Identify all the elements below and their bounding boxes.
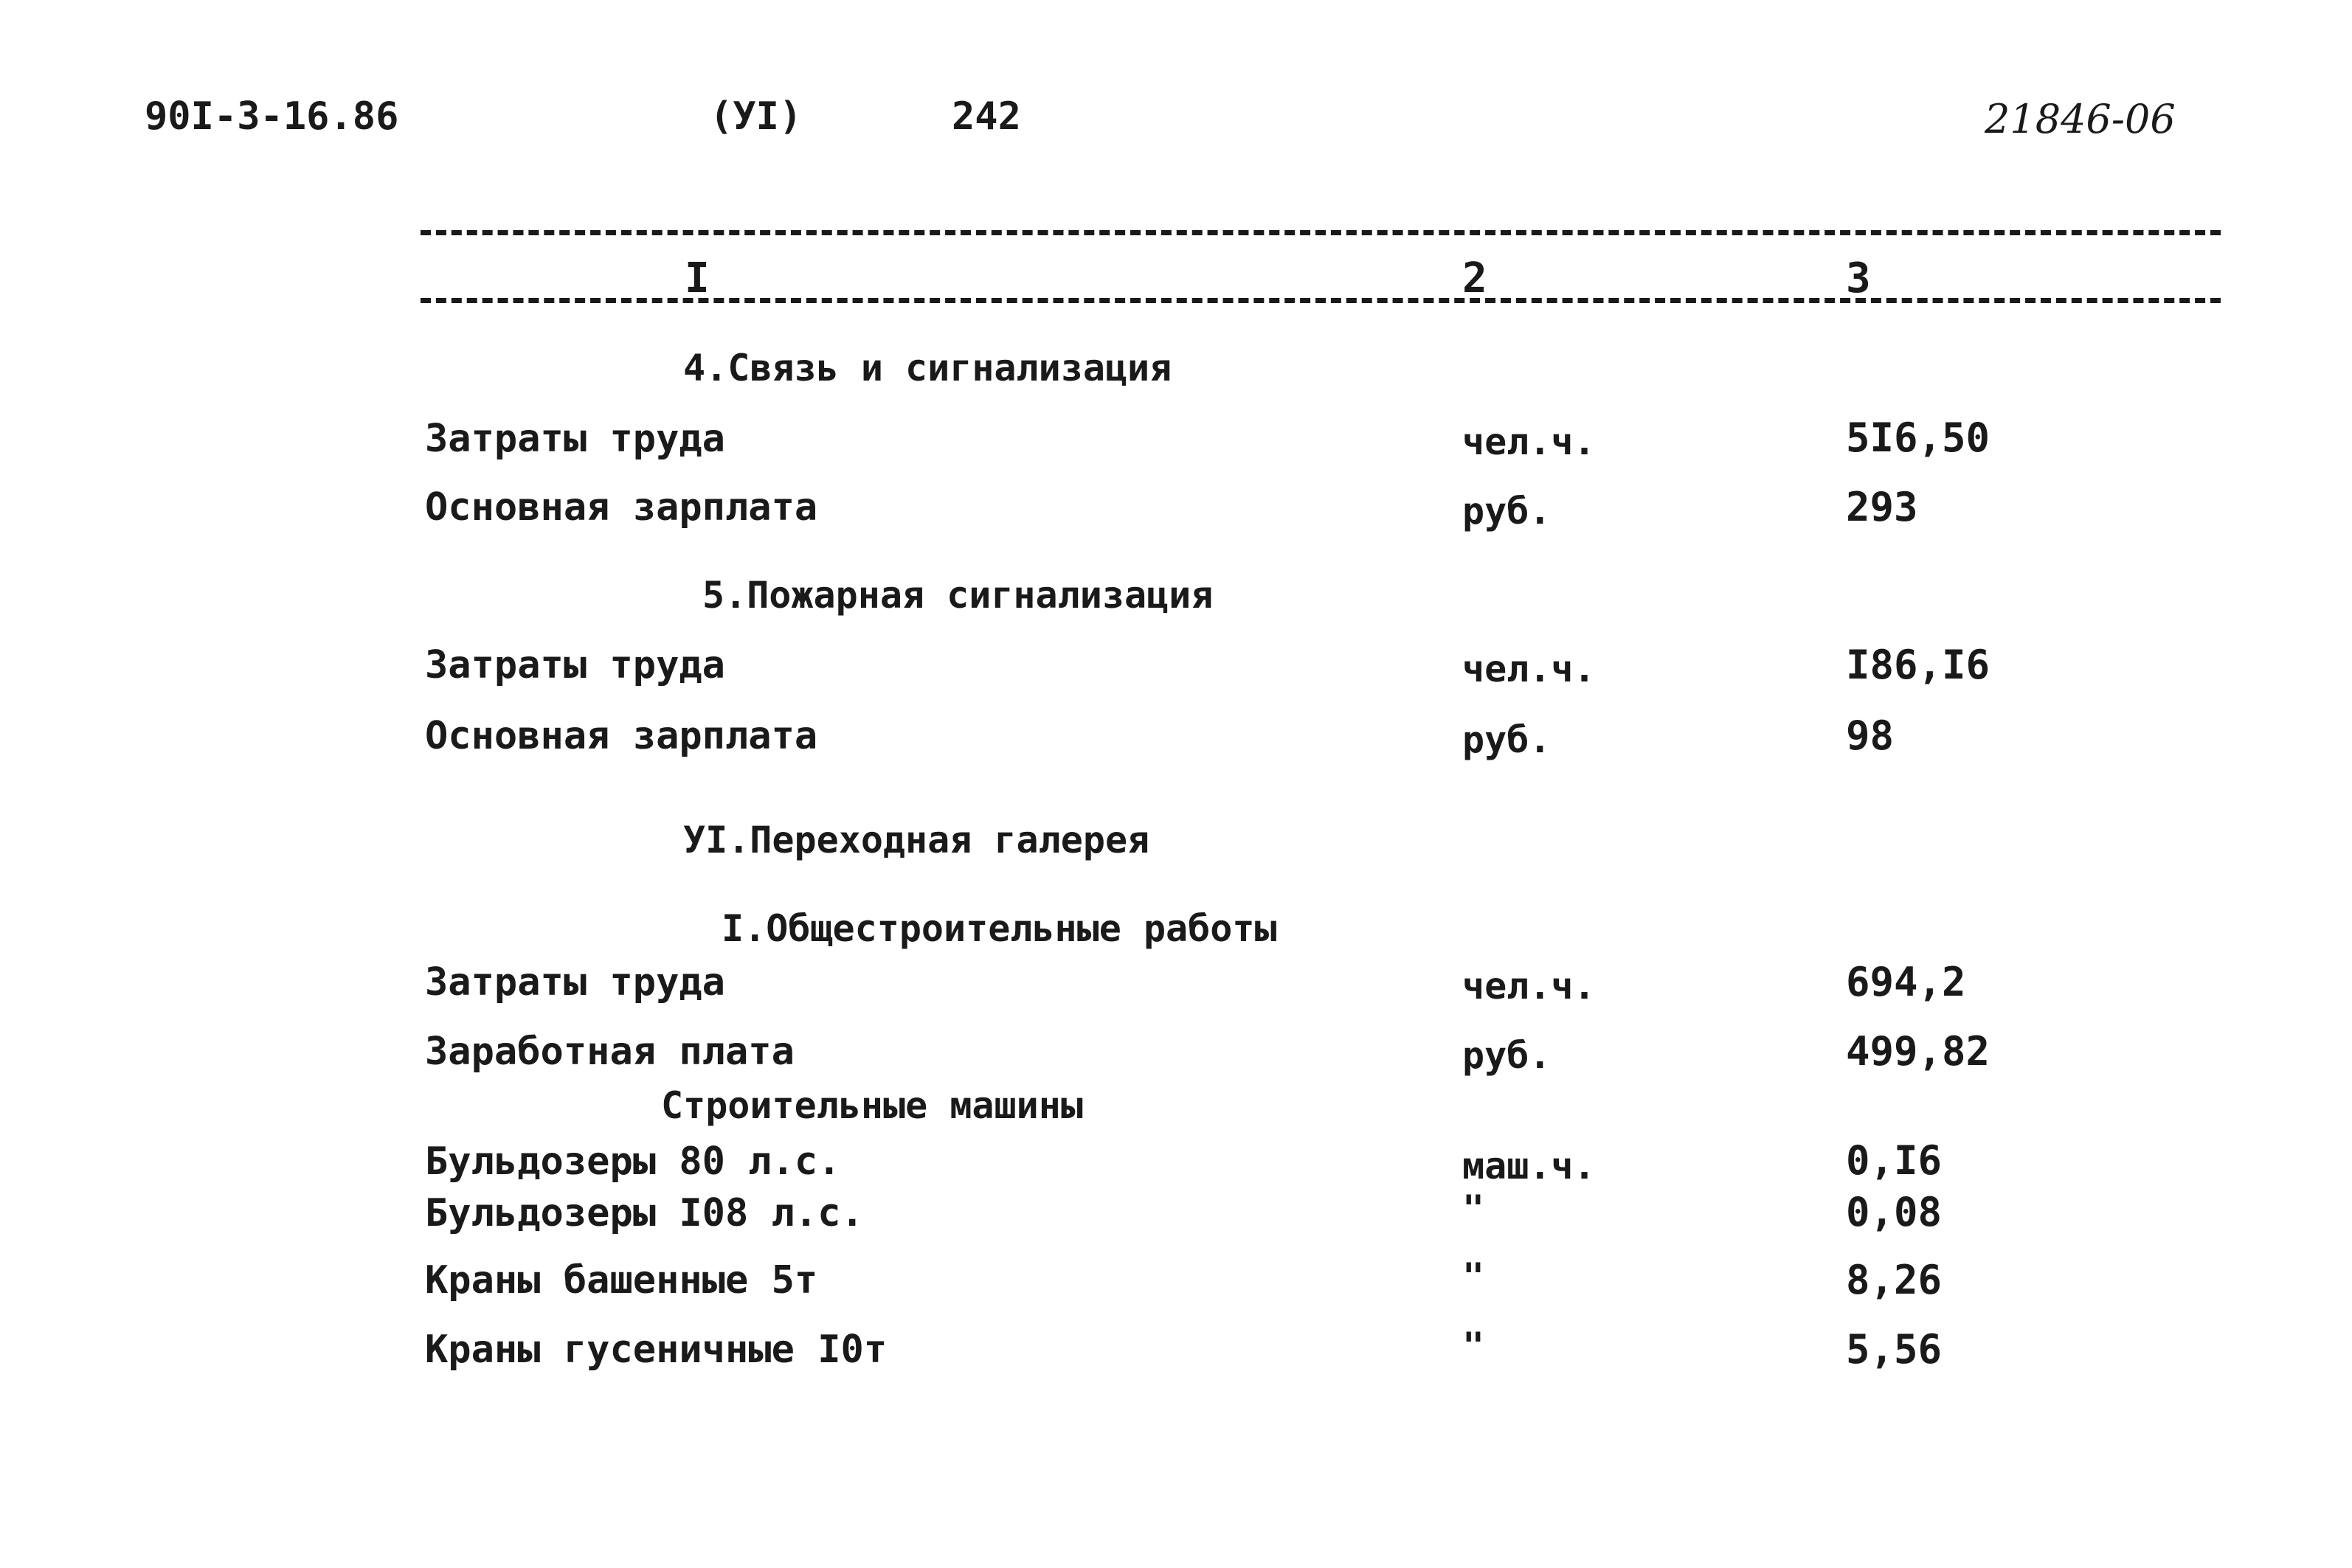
row-label: Заработная плата <box>425 1030 795 1074</box>
row-label: Основная зарплата <box>425 714 818 758</box>
machine-value: 0,08 <box>1846 1189 1943 1235</box>
row-unit: руб. <box>1462 1034 1552 1077</box>
row-value: I86,I6 <box>1846 642 1990 688</box>
machine-label: Краны башенные 5т <box>425 1258 818 1302</box>
row-unit: чел.ч. <box>1462 648 1596 690</box>
part-number: (УI) <box>710 94 803 139</box>
machine-unit: " <box>1462 1255 1485 1298</box>
subsection-title: I.Общестроительные работы <box>722 907 1277 950</box>
page-number: 242 <box>952 94 1021 139</box>
row-value: 499,82 <box>1846 1028 1990 1075</box>
row-value: 293 <box>1846 484 1918 530</box>
machine-label: Бульдозеры I08 л.с. <box>425 1191 864 1235</box>
part-title: УI.Переходная галерея <box>683 819 1150 861</box>
column-2-number: 2 <box>1462 254 1487 302</box>
row-value: 5I6,50 <box>1846 414 1990 461</box>
machine-value: 0,I6 <box>1846 1137 1943 1184</box>
row-unit: чел.ч. <box>1462 420 1596 463</box>
row-unit: руб. <box>1462 490 1552 533</box>
document-code: 90I-3-16.86 <box>145 94 399 139</box>
machine-label: Краны гусеничные I0т <box>425 1328 888 1372</box>
machine-unit: " <box>1462 1187 1485 1230</box>
row-unit: руб. <box>1462 718 1552 761</box>
machine-value: 8,26 <box>1846 1257 1943 1303</box>
column-1-number: I <box>685 254 710 302</box>
machines-title: Строительные машины <box>661 1084 1083 1127</box>
machine-value: 5,56 <box>1846 1326 1943 1373</box>
table-header-rule <box>421 298 2221 303</box>
row-label: Затраты труда <box>425 417 725 461</box>
column-3-number: 3 <box>1846 254 1871 302</box>
row-value: 694,2 <box>1846 959 1966 1005</box>
row-label: Основная зарплата <box>425 485 818 530</box>
row-unit: чел.ч. <box>1462 965 1596 1007</box>
machine-label: Бульдозеры 80 л.с. <box>425 1139 841 1184</box>
row-label: Затраты труда <box>425 960 725 1005</box>
section-title: 5.Пожарная сигнализация <box>702 574 1214 617</box>
section-title: 4.Связь и сигнализация <box>683 347 1172 389</box>
handwritten-number: 21846-06 <box>1985 96 2176 142</box>
row-label: Затраты труда <box>425 643 725 687</box>
machine-unit: " <box>1462 1325 1485 1367</box>
row-value: 98 <box>1846 712 1895 759</box>
table-top-rule <box>421 230 2221 235</box>
machine-unit: маш.ч. <box>1462 1145 1596 1187</box>
